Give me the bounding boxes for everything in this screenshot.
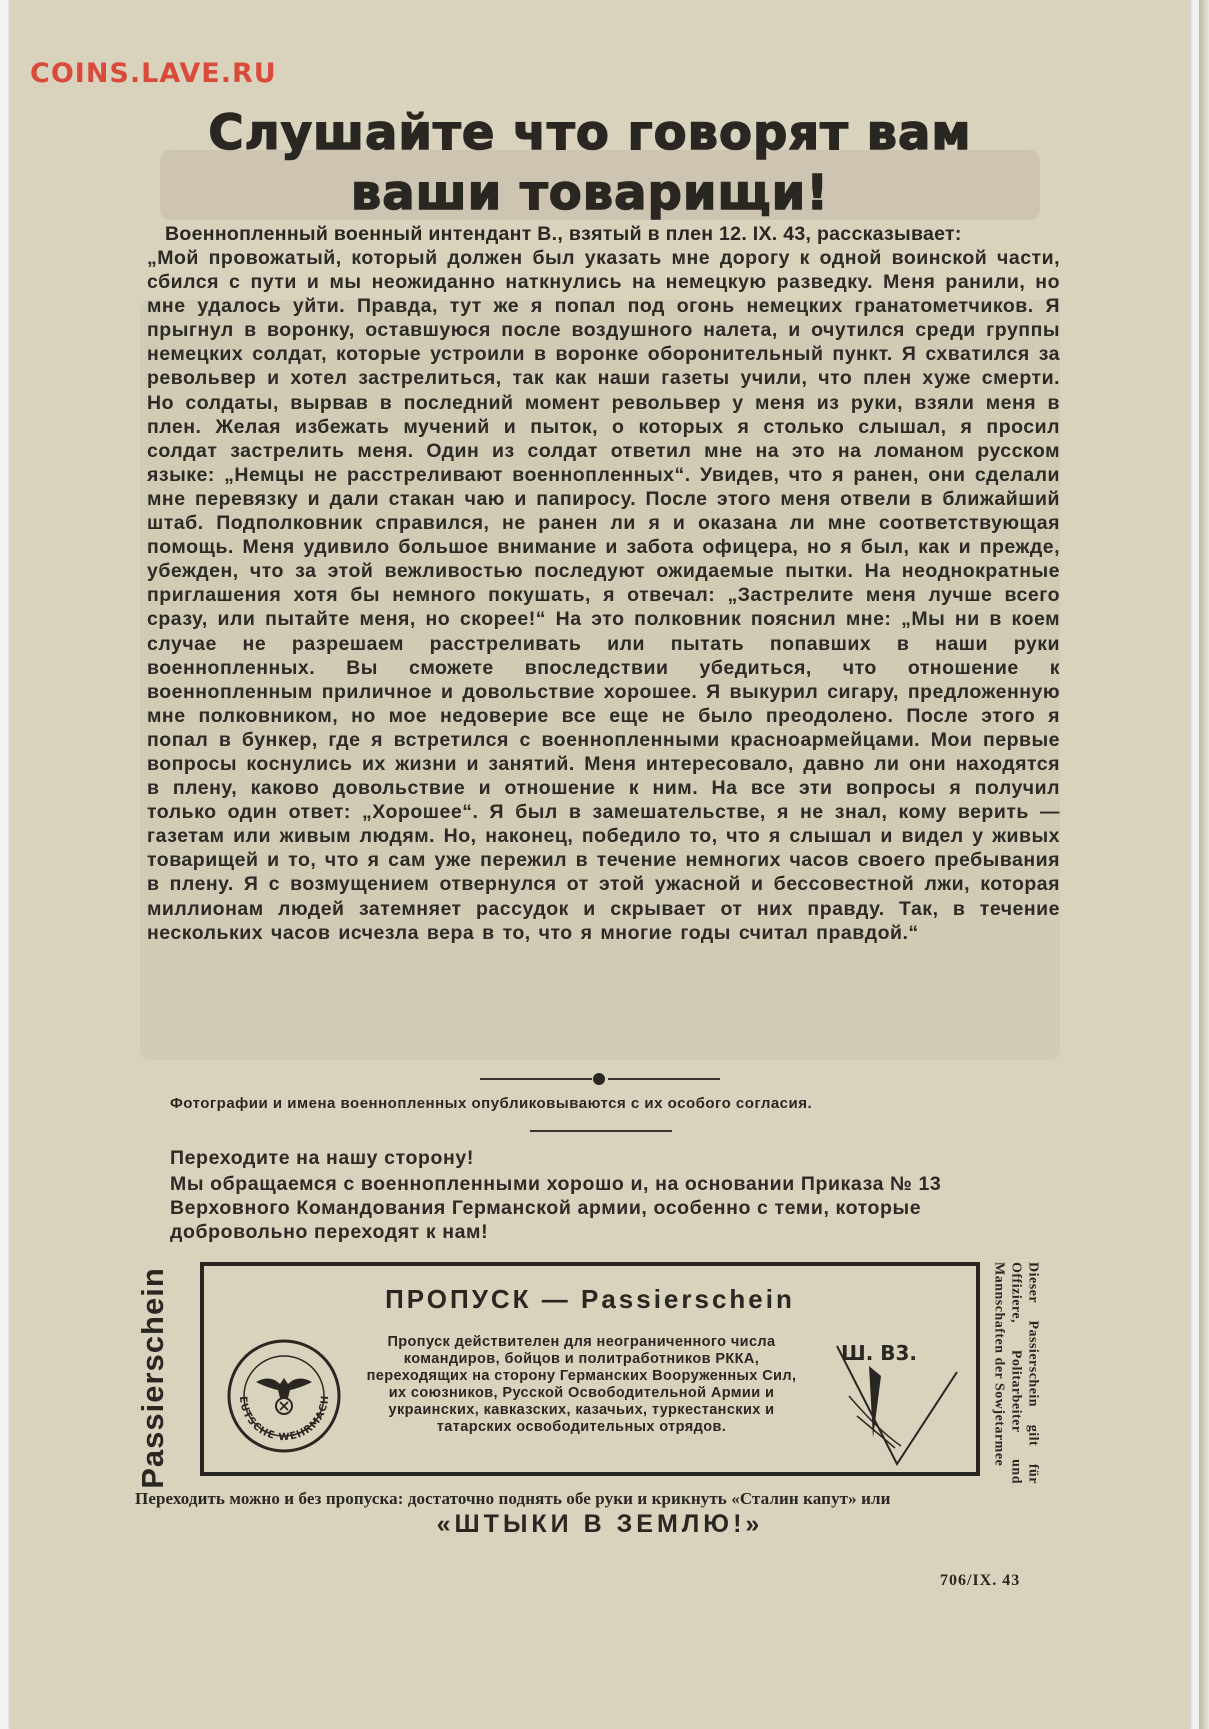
pass-emblem-icon — [829, 1336, 964, 1466]
surrender-instruction: Переходить можно и без пропуска: достаточно поднять обе руки и крикнуть «Сталин капут» или — [135, 1489, 891, 1508]
seal-text: EUTSCHE WEHRMACH — [236, 1394, 332, 1444]
side-label-text: Passierschein — [135, 1267, 170, 1489]
watermark: COINS.LAVE.RU — [30, 58, 277, 89]
passierschein-side-label — [128, 1268, 178, 1488]
divider-line — [608, 1078, 720, 1080]
surrender-slogan: «ШТЫКИ В ЗЕМЛЮ!» — [436, 1510, 764, 1538]
wehrmacht-seal-icon — [226, 1338, 342, 1454]
divider-line — [480, 1078, 592, 1080]
headline-line-1: Слушайте что говорят вам — [208, 105, 972, 161]
short-divider — [530, 1130, 672, 1132]
divider-dot — [593, 1073, 605, 1085]
pass-validity-note — [988, 1262, 1044, 1484]
cross-over-text: Мы обращаемся с военнопленными хорошо и, на основании Приказа № 13 Верховного Командования Германской армии, особенно с теми, которые добровольно переходят к нам! — [170, 1173, 942, 1243]
testimony-text: „Мой провожатый, который должен был указать мне дорогу к одной воинской части, сбился с пути и мы неожиданно наткнулись на немецкую разведку. Меня ранили, но мне удалось уйти. Правда, тут же я попал под огонь немецких гранатометчиков. Я прыгнул в воронку, оставшуюся после воздушного налета, и очутился среди группы немецких солдат, которые устроили в воронке оборонительный пункт. Я схватился за револьвер и хотел застрелиться, так как наши газеты учили, что плен хуже смерти. Но солдаты, вырвав в последний момент револьвер у меня из руки, взяли меня в плен. Желая избежать мучений и пыток, о которых я столько слышал, я просил солдат застрелить меня. Один из солдат ответил мне на это на ломаном русском языке: „Немцы не расстреливают военнопленных“. Увидев, что я ранен, они сделали мне перевязку и дали стакан чаю и папиросу. После этого меня отвели в ближайший штаб. Подполковник справился, не ранен ли я и оказана ли мне соответствующая помощь. Меня удивило большое внимание и забота офицера, но я был, как и прежде, убежден, что за этой вежливостью последуют ожидаемые пытки. На неоднократные приглашения хотя бы немного покушать, я отвечал: „Застрелите меня лучше всего сразу, или пытайте меня, но скорее!“ На это полковник пояснил мне: „Мы ни в коем случае не разрешаем расстреливать или пытать попавших в наши руки военнопленных. Вы сможете впоследствии убедиться, что отношение к военнопленным приличное и довольствие хорошее. Я выкурил сигару, предложенную мне полковником, но мое недоверие все еще не было преодолено. После этого я попал в бункер, где я встретился с военнопленными красноармейцами. Мои первые вопросы коснулись их жизни и занятий. Меня интересовало, давно ли они находятся в плену, каково довольствие и отношение к ним. На все эти вопросы я получил только один ответ: „Хорошее“. Я был в замешательстве, я не знал, кому верить — газетам или живым людям. Но, наконец, победило то, что я слышал и видел у живых товарищей и то, что я сам уже пережил в течение немногих часов своего пребывания в плену. Я с возмущением отвернулся от этой ужасной и бессовестной лжи, которая миллионам людей затемняет рассудок и скрывает от них правду. Так, в течение нескольких часов исчезла вера в то, что я многие годы считал правдой.“ — [147, 247, 1060, 944]
leaflet-page — [10, 0, 1190, 1729]
validity-note-text: Dieser Passierschein gilt für Offiziere, Politarbeiter und Mannschaften der Sowjetarmee — [991, 1262, 1041, 1484]
pass-text: Пропуск действителен для неограниченного числа командиров, бойцов и политработников РККА, переходящих на сторону Германских Вооруженных Сил, их союзников, Русской Освободительной Армии и украинских, кавказских, казачьих, туркестанских и татарских освободительных отрядов. — [366, 1334, 797, 1435]
pass-box — [200, 1262, 980, 1476]
cross-over-heading: Переходите на нашу сторону! — [170, 1147, 474, 1169]
scan-edge — [1199, 0, 1209, 1729]
photo-consent-note: Фотографии и имена военнопленных опубликовываются с их особого согласия. — [170, 1095, 813, 1112]
ornament-divider — [480, 1071, 720, 1087]
emblem-text: Ш. В3. — [841, 1341, 918, 1365]
intro-line: Военнопленный военный интендант В., взятый в плен 12. IX. 43, рассказывает: — [165, 223, 962, 245]
headline-line-2: ваши товарищи! — [350, 165, 830, 221]
pass-title: ПРОПУСК — Passierschein — [385, 1284, 795, 1314]
print-code: 706/IX. 43 — [940, 1572, 1021, 1589]
